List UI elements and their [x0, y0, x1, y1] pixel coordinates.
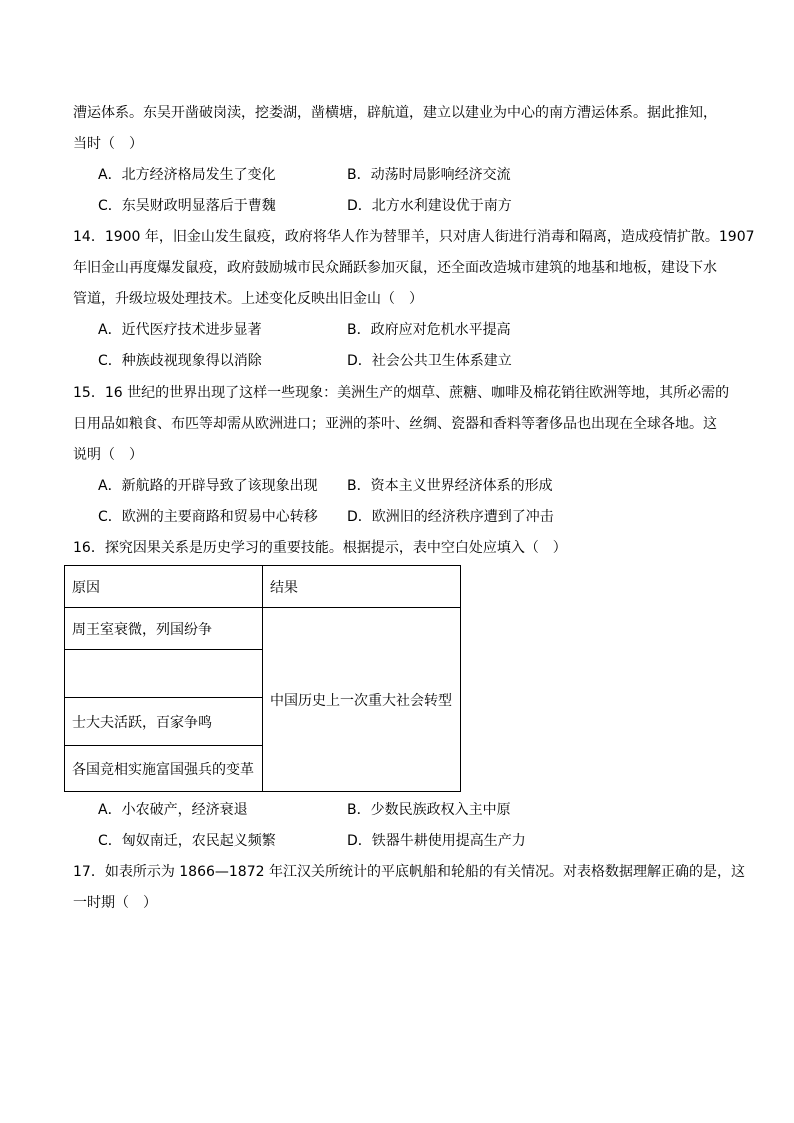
table-cause-blank — [65, 650, 263, 698]
q16-option-c: C．匈奴南迁，农民起义频繁 — [98, 833, 276, 849]
q13-option-c: C．东吴财政明显落后于曹魏 — [98, 198, 276, 214]
table-cause-1: 周王室衰微，列国纷争 — [65, 608, 263, 650]
q14-stem-line3: 管道，升级垃圾处理技术。上述变化反映出旧金山（ ） — [73, 291, 423, 307]
table-header-result: 结果 — [263, 566, 461, 608]
q16-option-a: A．小农破产，经济衰退 — [98, 802, 248, 818]
q16-option-d: D．铁器牛耕使用提高生产力 — [347, 833, 526, 849]
q16-option-b: B．少数民族政权入主中原 — [347, 802, 511, 818]
table-header-cause: 原因 — [65, 566, 263, 608]
q13-option-a: A．北方经济格局发生了变化 — [98, 167, 276, 183]
q15-option-b: B．资本主义世界经济体系的形成 — [347, 478, 553, 494]
q17-stem-line1: 17．如表所示为 1866—1872 年江汉关所统计的平底帆船和轮船的有关情况。对表格数据理解正确的是，这 — [73, 864, 745, 880]
q15-option-a: A．新航路的开辟导致了该现象出现 — [98, 478, 318, 494]
q13-stem-line2: 当时（ ） — [73, 136, 143, 152]
q13-stem-line1: 漕运体系。东吴开凿破岗渎，挖娄湖，凿横塘，辟航道，建立以建业为中心的南方漕运体系。据此推知， — [73, 105, 717, 121]
q14-option-d: D．社会公共卫生体系建立 — [347, 353, 512, 369]
q14-stem-line2: 年旧金山再度爆发鼠疫，政府鼓励城市民众踊跃参加灭鼠，还全面改造城市建筑的地基和地板，建设下水 — [73, 260, 717, 276]
q14-stem-line1: 14．1900 年，旧金山发生鼠疫，政府将华人作为替罪羊，只对唐人街进行消毒和隔离，造成疫情扩散。1907 — [73, 229, 755, 245]
q14-option-b: B．政府应对危机水平提高 — [347, 322, 511, 338]
cause-effect-table — [64, 565, 461, 792]
q13-option-b: B．动荡时局影响经济交流 — [347, 167, 511, 183]
q15-option-c: C．欧洲的主要商路和贸易中心转移 — [98, 509, 318, 525]
q14-option-a: A．近代医疗技术进步显著 — [98, 322, 262, 338]
q17-stem-line2: 一时期（ ） — [73, 895, 157, 911]
q16-stem-line1: 16．探究因果关系是历史学习的重要技能。根据提示，表中空白处应填入（ ） — [73, 540, 567, 556]
table-cause-4: 各国竞相实施富国强兵的变革 — [65, 746, 263, 792]
table-result: 中国历史上一次重大社会转型 — [263, 608, 461, 792]
q15-stem-line3: 说明（ ） — [73, 447, 143, 463]
q15-stem-line2: 日用品如粮食、布匹等却需从欧洲进口；亚洲的茶叶、丝绸、瓷器和香料等奢侈品也出现在全球各地。这 — [73, 416, 717, 432]
table-cause-3: 士大夫活跃，百家争鸣 — [65, 698, 263, 746]
q15-stem-line1: 15．16 世纪的世界出现了这样一些现象：美洲生产的烟草、蔗糖、咖啡及棉花销往欧洲等地，其所必需的 — [73, 385, 730, 401]
q15-option-d: D．欧洲旧的经济秩序遭到了冲击 — [347, 509, 554, 525]
q13-option-d: D．北方水利建设优于南方 — [347, 198, 512, 214]
q14-option-c: C．种族歧视现象得以消除 — [98, 353, 262, 369]
